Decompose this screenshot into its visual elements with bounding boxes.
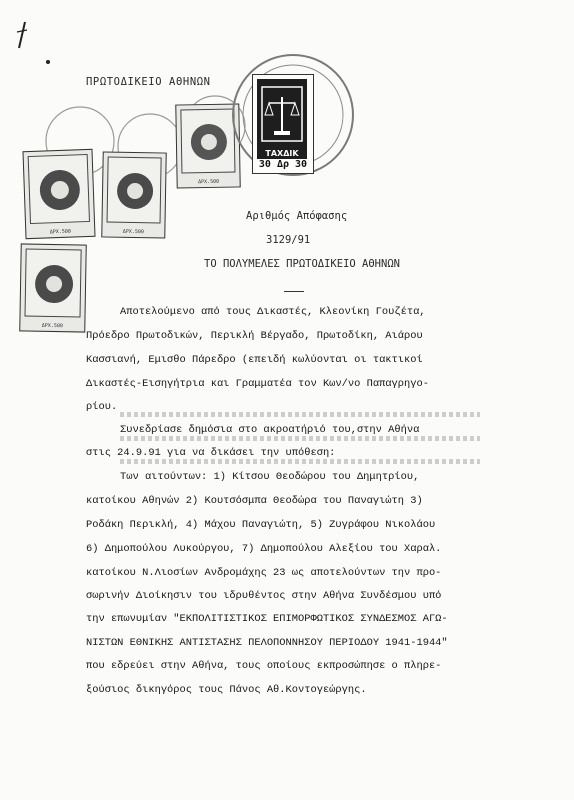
tsa-stamp: ΤΑΧΔΙΚ 30 Δρ 30 <box>252 74 314 174</box>
body-line: στις 24.9.91 για να δικάσει την υπόθεση: <box>86 447 336 459</box>
revenue-stamp: ΔΡΧ.500 <box>19 243 87 332</box>
court-name-title: ΤΟ ΠΟΛΥΜΕΛΕΣ ΠΡΩΤΟΔΙΚΕΙΟ ΑΘΗΝΩΝ <box>204 258 400 270</box>
court-header: ΠΡΩΤΟΔΙΚΕΙΟ ΑΘΗΝΩΝ <box>86 76 211 88</box>
revenue-stamp: ΔΡΧ.500 <box>22 149 95 239</box>
bleed-through-text <box>120 436 480 441</box>
handwritten-slash-mark <box>14 20 30 50</box>
ink-dot <box>46 60 50 64</box>
body-line: Δικαστές-Εισηγήτρια και Γραμματέα τον Κων/νο Παπαγρηγο- <box>86 378 429 390</box>
body-line: Αποτελούμενο από τους Δικαστές, Κλεονίκη Γουζέτα, <box>120 306 426 318</box>
revenue-stamp: ΔΡΧ.500 <box>101 151 166 238</box>
scales-of-justice-icon <box>257 79 307 149</box>
body-line: ρίου. <box>86 401 118 413</box>
body-line: Πρόεδρο Πρωτοδικών, Περικλή Βέργαδο, Πρωτοδίκη, Αιάρου <box>86 330 423 342</box>
revenue-stamp: ΔΡΧ.500 <box>175 103 240 188</box>
body-line: που εδρεύει στην Αθήνα, τους οποίους εκπροσώπησε ο πληρε- <box>86 660 442 672</box>
body-line: ΝΙΣΤΩΝ ΕΘΝΙΚΗΣ ΑΝΤΙΣΤΑΣΗΣ ΠΕΛΟΠΟΝΝΗΣΟΥ ΠΕΡΙΟΔΟΥ 1941-1944" <box>86 637 448 649</box>
body-line: Συνεδρίασε δημόσια στο ακροατήριό του,στην Αθήνα <box>120 424 420 436</box>
bleed-through-text <box>120 459 480 464</box>
body-line: την επωνυμίαν "ΕΚΠΟΛΙΤΙΣΤΙΚΟΣ ΕΠΙΜΟΡΦΩΤΙΚΟΣ ΣΥΝΔΕΣΜΟΣ ΑΓΩ- <box>86 613 448 625</box>
body-line: κατοίκου Ν.Λιοσίων Ανδρομάχης 23 ως αποτελούντων την προ- <box>86 567 442 579</box>
body-line: 6) Δημοπούλου Λυκούργου, 7) Δημοπούλου Αλεξίου του Χαραλ. <box>86 543 442 555</box>
title-divider <box>284 291 304 292</box>
decision-number-value: 3129/91 <box>266 234 311 246</box>
bleed-through-text <box>120 412 480 417</box>
body-line: Κασσιανή, Εμισθο Πάρεδρο (επειδή κωλύονται οι τακτικοί <box>86 354 423 366</box>
body-line: σωρινήν Διοίκησιν του ιδρυθέντος στην Αθήνα Συνδέσμου υπό <box>86 590 442 602</box>
decision-number-label: Αριθμός Απόφασης <box>246 210 348 222</box>
body-line: ξούσιος δικηγόρος τους Πάνος Αθ.Κοντογεώργης. <box>86 684 367 696</box>
body-line: Ροδάκη Περικλή, 4) Μάχου Παναγιώτη, 5) Ζυγράφου Νικολάου <box>86 519 436 531</box>
body-line: Των αιτούντων: 1) Κίτσου Θεοδώρου του Δημητρίου, <box>120 471 420 483</box>
body-line: κατοίκου Αθηνών 2) Κουτσόσμπα Θεοδώρα του Παναγιώτη 3) <box>86 495 423 507</box>
